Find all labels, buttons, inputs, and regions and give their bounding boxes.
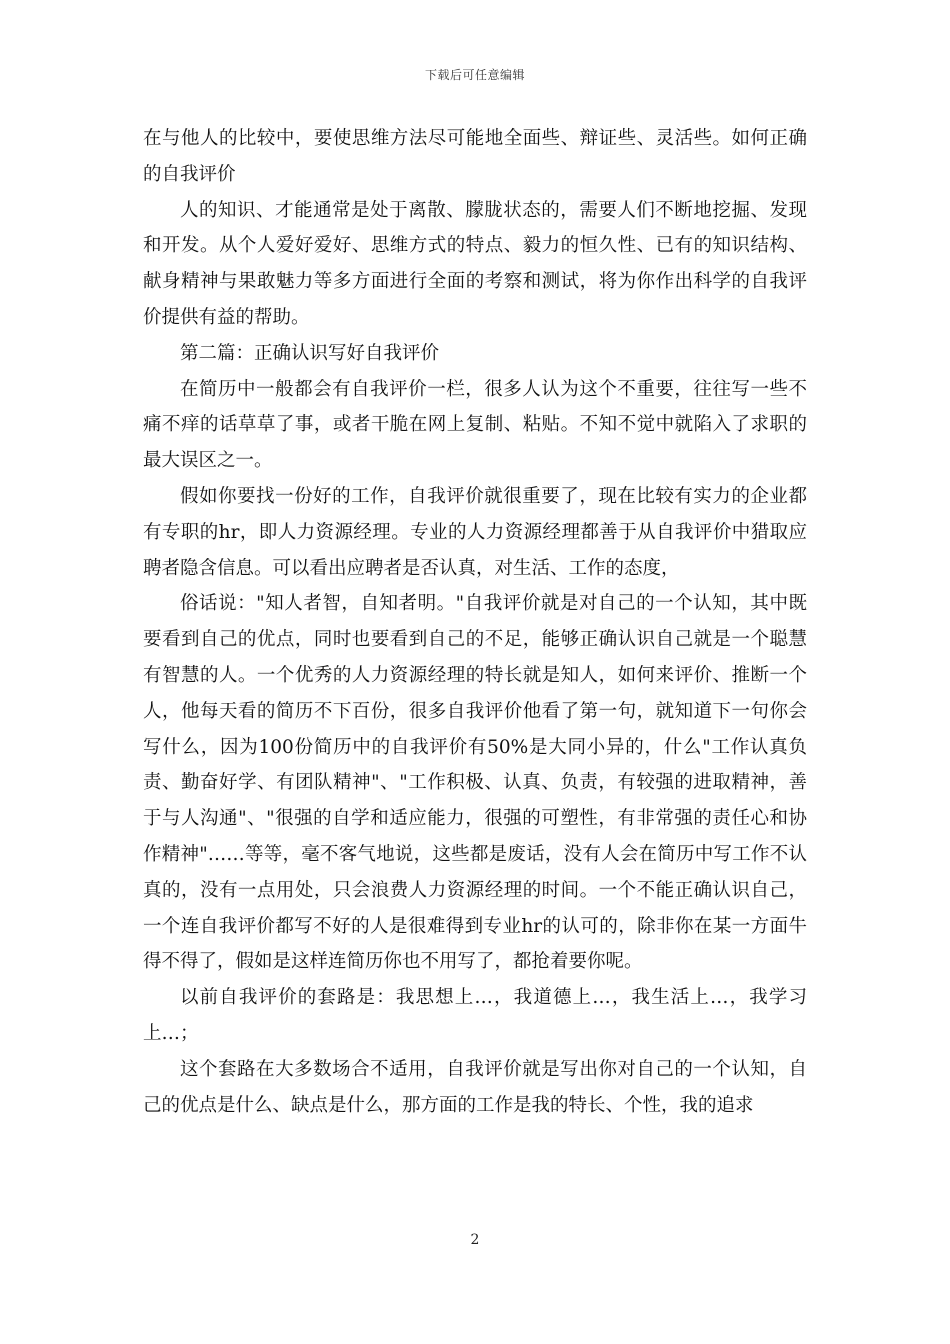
- paragraph-6: 以前自我评价的套路是：我思想上…，我道德上…，我生活上…，我学习上…；: [143, 987, 807, 1044]
- page-number: 2: [470, 1232, 480, 1248]
- paragraph-5: 俗话说："知人者智，自知者明。"自我评价就是对自己的一个认知，其中既要看到自己的优点，同时也要看到自己的不足，能够正确认识自己就是一个聪慧有智慧的人。一个优秀的人力资源经理的特长就是知人，如何来评价、推断一个人，他每天看的简历不下百份，很多自我评价他看了第一句，就知道下一句你会写什么，因为100份简历中的自我评价有50%是大同小异的，什么"工作认真负责、勤奋好学、有团队精神"、"工作积极、认真、负责，有较强的进取精神，善于与人沟通"、"很强的自学和适应能力，很强的可塑性，有非常强的责任心和协作精神"……等等，毫不客气地说，这些都是废话，没有人会在简历中写工作不认真的，没有一点用处，只会浪费人力资源经理的时间。一个不能正确认识自己，一个连自我评价都写不好的人是很难得到专业hr的认可的，除非你在某一方面牛得不得了，假如是这样连简历你也不用写了，都抢着要你呢。: [143, 593, 807, 973]
- section-heading: 第二篇：正确认识写好自我评价: [180, 342, 440, 364]
- paragraph-2: 人的知识、才能通常是处于离散、朦胧状态的，需要人们不断地挖掘、发现和开发。从个人爱好爱好、思维方式的特点、毅力的恒久性、已有的知识结构、献身精神与果敢魅力等多方面进行全面的考察和测试，将为你作出科学的自我评价提供有益的帮助。: [143, 199, 807, 328]
- paragraph-4: 假如你要找一份好的工作，自我评价就很重要了，现在比较有实力的企业都有专职的hr，即人力资源经理。专业的人力资源经理都善于从自我评价中猎取应聘者隐含信息。可以看出应聘者是否认真，对生活、工作的态度，: [143, 485, 807, 579]
- page-header: 下载后可任意编辑: [424, 68, 525, 82]
- document-body: [143, 121, 807, 1123]
- paragraph-7: 这个套路在大多数场合不适用，自我评价就是写出你对自己的一个认知，自己的优点是什么、缺点是什么，那方面的工作是我的特长、个性，我的追求: [143, 1058, 807, 1116]
- paragraph-3: 在简历中一般都会有自我评价一栏，很多人认为这个不重要，往往写一些不痛不痒的话草草了事，或者干脆在网上复制、粘贴。不知不觉中就陷入了求职的最大误区之一。: [143, 378, 807, 472]
- paragraph-1: 在与他人的比较中，要使思维方法尽可能地全面些、辩证些、灵活些。如何正确的自我评价: [143, 128, 807, 185]
